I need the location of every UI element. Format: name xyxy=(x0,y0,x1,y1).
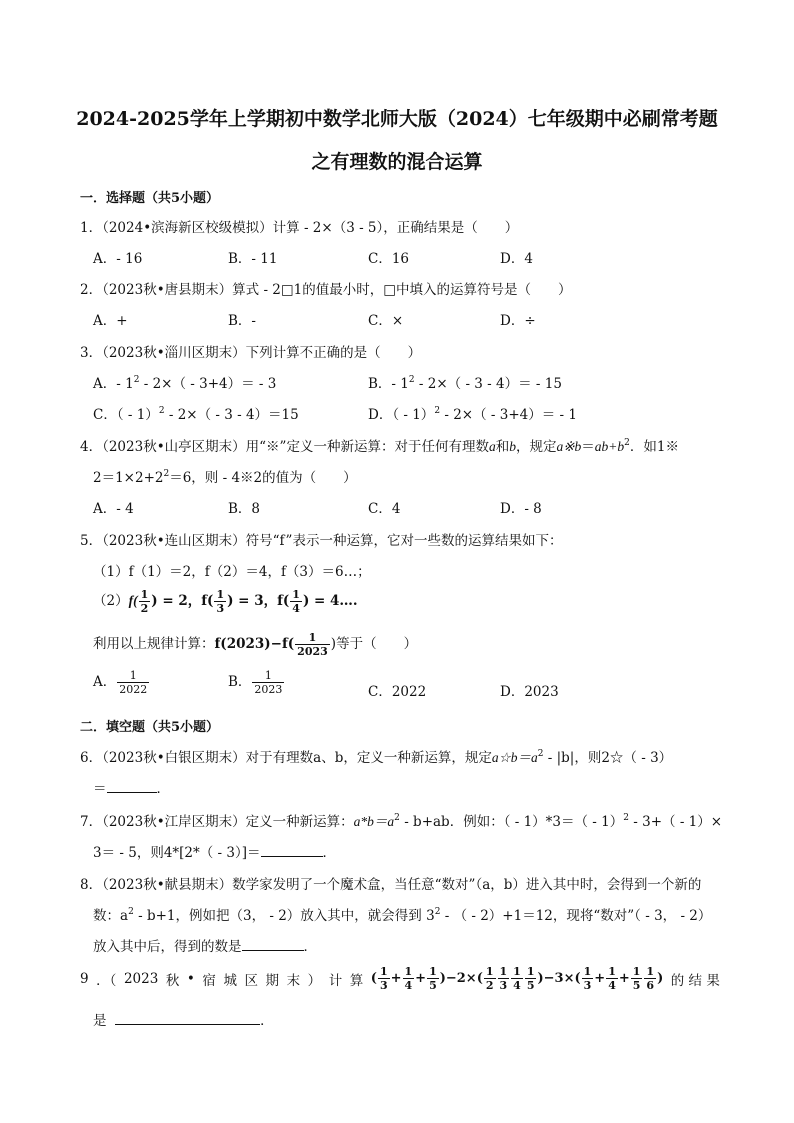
q5-rule-2: （2）f( $\frac{1}{2}$ ) = 2，f( $\frac{1}{3}$ ) = 3，f( $\frac{1}{4}$ ) = 4…. xyxy=(93,588,358,615)
q4-option-a: A．- 4 xyxy=(93,501,134,517)
question-9-line2: 是 ． xyxy=(93,1013,274,1029)
section-heading-fill: 二．填空题（共5小题） xyxy=(80,720,220,735)
q1-option-b: B．- 11 xyxy=(228,251,278,267)
question-9-line1: 9 ．（ 2023 秋 • 宿 城 区 期 末 ） 计 算 ( $\frac{1}{3}$ + $\frac{1}{4}$ + $\frac{1}{5}$ )−2×( $\frac{1}{2}$ $\frac{1}{3}$ $\frac{1}{4}$ $\frac{1}{5}$ )−3×( $\frac{1}{3}$ + $\frac{1}{4}$ + $\frac{1}{5}$ $\frac{1}{6}$ ) 的 结 果 xyxy=(80,965,720,992)
section-heading-choice: 一．选择题（共5小题） xyxy=(80,191,220,206)
q4-option-b: B．8 xyxy=(228,501,261,517)
q7-answer-blank[interactable] xyxy=(261,844,323,857)
page-title-line2: 之有理数的混合运算 xyxy=(311,151,483,173)
question-4-line2: $2=1\times 2+2^2=6$，则 - 4※2的值为（ ） xyxy=(93,469,357,486)
question-3: 3．（2023秋•淄川区期末）下列计算不正确的是（ ） xyxy=(80,345,422,361)
question-6-line2: ＝ ． xyxy=(93,781,170,797)
question-7-line1: 7．（2023秋•江岸区期末）定义一种新运算：$a*b=a^2 - b+ab$．例如：（ - 1）*3＝（ - 1）$^2$ - 3+（ - 1）× xyxy=(80,813,723,830)
q5-option-d: D．2023 xyxy=(500,684,559,700)
q3-option-c: C．（ - 1）$^2$ - 2×（ - 3 - 4）＝15 xyxy=(93,406,299,423)
question-7-line2: 3＝ - 5，则4*[2*（ - 3）]＝ ． xyxy=(93,845,337,861)
question-6-line1: 6．（2023秋•白银区期末）对于有理数a、b，定义一种新运算，规定$a☆b=a^2 - |b|$，则2☆（ - 3） xyxy=(80,749,673,766)
q4-option-c: C．4 xyxy=(368,501,401,517)
q3-option-d: D．（ - 1）$^2$ - 2×（ - 3+4）＝ - 1 xyxy=(368,406,577,423)
q1-option-d: D．4 xyxy=(500,251,533,267)
q5-option-a: A． $\frac{1}{2022}$ xyxy=(93,669,148,696)
q5-option-b: B． $\frac{1}{2023}$ xyxy=(228,669,283,696)
page-title-line1: 2024-2025学年上学期初中数学北师大版（2024）七年级期中必刷常考题 xyxy=(76,108,718,130)
q2-option-c: C．× xyxy=(368,313,404,329)
question-8-line2: 数：$a^2 - b+1$，例如把（3， - 2）放入其中，就会得到 $3^2$ - （ - 2）+1＝12，现将“数对”（ - 3， - 2） xyxy=(93,907,712,924)
q5-compute: 利用以上规律计算：f(2023)−f( $\frac{1}{2023}$ )等于（ ） xyxy=(93,631,418,658)
q4-option-d: D．- 8 xyxy=(500,501,542,517)
q3-option-a: A．- $1^2 - 2\times( - 3+4)= - 3$ xyxy=(93,375,277,392)
question-1: 1．（2024•滨海新区校级模拟）计算 - 2×（3 - 5），正确结果是（ ） xyxy=(80,220,519,236)
q5-option-c: C．2022 xyxy=(368,684,427,700)
question-5: 5．（2023秋•连山区期末）符号“f”表示一种运算，它对一些数的运算结果如下： xyxy=(80,533,563,549)
q1-option-c: C．16 xyxy=(368,251,410,267)
q2-option-a: A．+ xyxy=(93,313,128,329)
q5-rule-1: （1）f（1）＝2，f（2）＝4，f（3）＝6…； xyxy=(93,564,371,580)
q1-option-a: A．- 16 xyxy=(93,251,143,267)
q2-option-d: D．÷ xyxy=(500,313,536,329)
q3-option-b: B．- $1^2 - 2\times( - 3 - 4)= - 15$ xyxy=(368,375,562,392)
question-8-line3: 放入其中后，得到的数是 ． xyxy=(93,939,317,955)
question-4-line1: 4．（2023秋•山亭区期末）用“※”定义一种新运算：对于任何有理数a和b，规定$a※b=ab+b^2$．如1※ xyxy=(80,438,679,455)
q9-expression: ( $\frac{1}{3}$ + $\frac{1}{4}$ + $\frac{1}{5}$ )−2×( $\frac{1}{2}$ $\frac{1}{3}$ $\frac{1}{4}$ $\frac{1}{5}$ )−3×( $\frac{1}{3}$ + $\frac{1}{4}$ + $\frac{1}{5}$ $\frac{1}{6}$ ) xyxy=(370,965,664,992)
question-2: 2．（2023秋•唐县期末）算式 - 2□1的值最小时，□中填入的运算符号是（ ） xyxy=(80,282,572,298)
q8-answer-blank[interactable] xyxy=(242,938,304,951)
question-8-line1: 8．（2023秋•献县期末）数学家发明了一个魔术盒，当任意“数对”（a，b）进入其中时，会得到一个新的 xyxy=(80,877,702,893)
q2-option-b: B．- xyxy=(228,313,256,329)
q6-answer-blank[interactable] xyxy=(107,780,157,793)
q9-answer-blank[interactable] xyxy=(115,1012,260,1025)
